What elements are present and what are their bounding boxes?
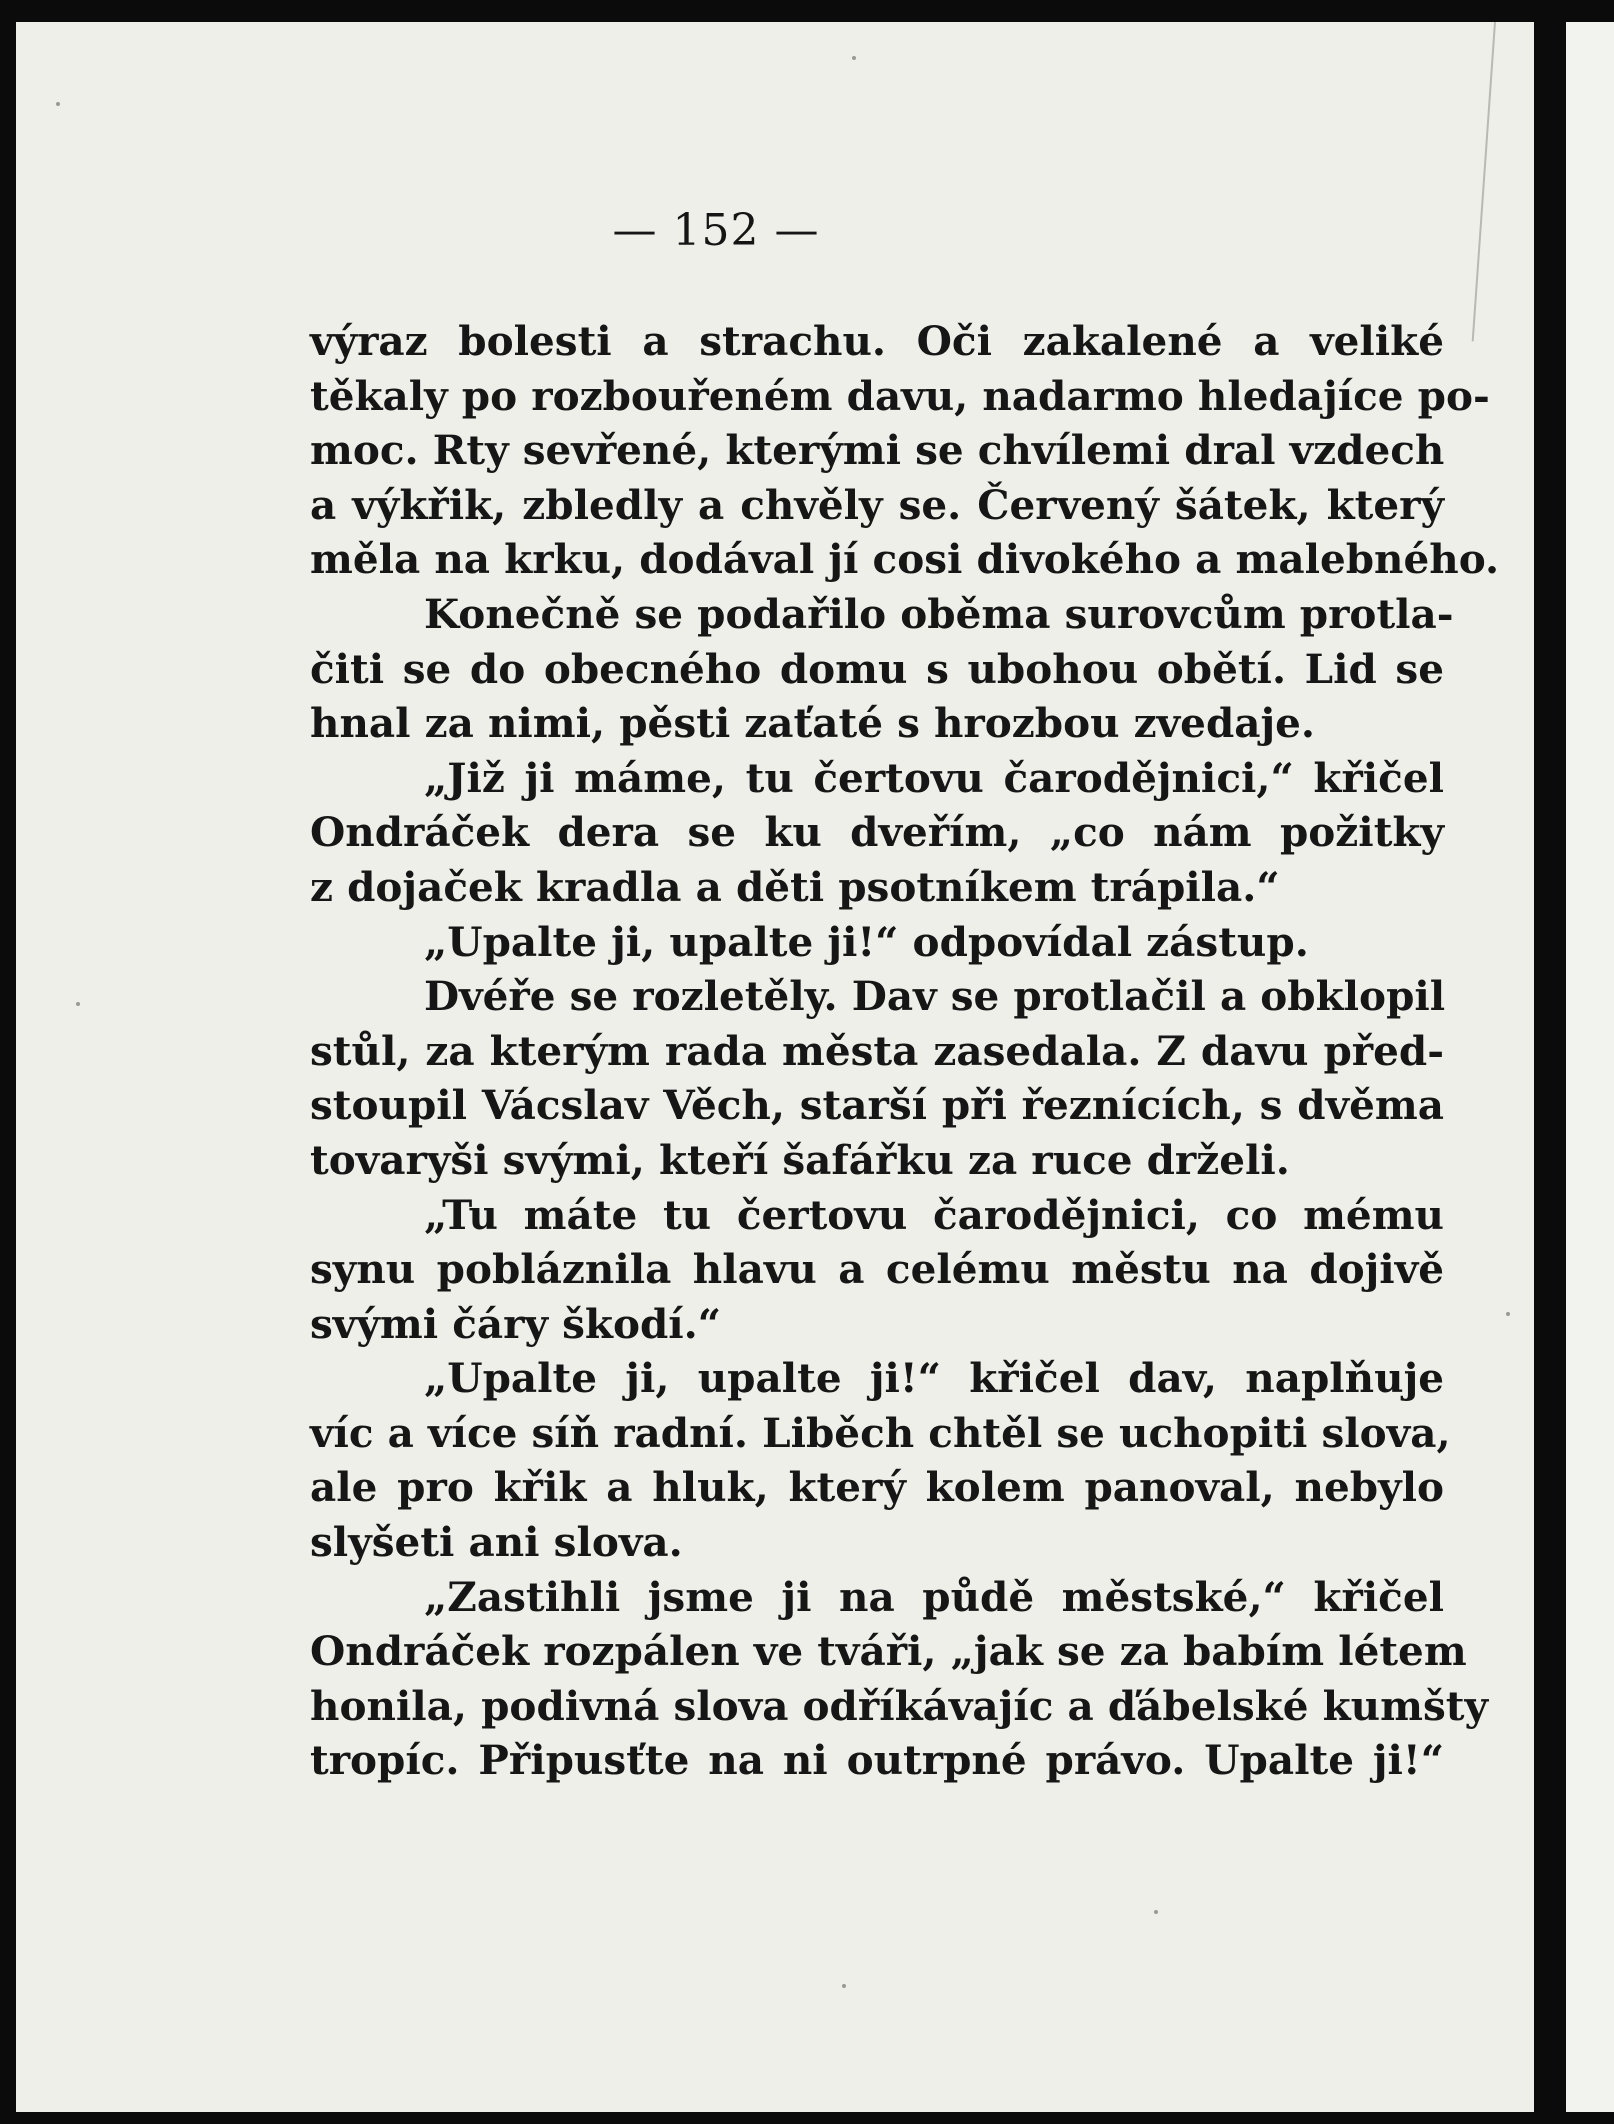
- text-line: svými čáry škodí.“: [310, 1299, 722, 1348]
- paper-speck: [56, 102, 60, 106]
- text-line: „Zastihli jsme ji na půdě městské,“ křičel: [424, 1572, 1444, 1621]
- text-line: a výkřik, zbledly a chvěly se. Červený šátek, který: [310, 480, 1444, 529]
- text-line: „Již ji máme, tu čertovu čarodějnici,“ křičel: [424, 753, 1444, 802]
- text-line: „Upalte ji, upalte ji!“ odpovídal zástup.: [424, 917, 1309, 966]
- text-line: Ondráček dera se ku dveřím, „co nám požitky: [310, 808, 1444, 857]
- text-line: Dvéře se rozletěly. Dav se protlačil a obklopil: [424, 972, 1446, 1021]
- text-line: hnal za nimi, pěsti zaťaté s hrozbou zvedaje.: [310, 699, 1316, 748]
- text-line: tropíc. Připusťte na ni outrpné právo. Upalte ji!“: [310, 1736, 1444, 1785]
- text-line: stoupil Vácslav Věch, starší při řeznících, s dvěma: [310, 1081, 1444, 1130]
- text-line: tovaryši svými, kteří šafářku za ruce drželi.: [310, 1135, 1290, 1184]
- page-number: — 152 —: [612, 205, 820, 256]
- body-text: [310, 314, 1500, 1788]
- text-line: víc a více síň radní. Liběch chtěl se uchopiti slova,: [310, 1408, 1451, 1457]
- paper-speck: [76, 1002, 80, 1006]
- paper-speck: [852, 56, 856, 60]
- text-line: moc. Rty sevřené, kterými se chvílemi dral vzdech: [310, 426, 1445, 475]
- text-line: slyšeti ani slova.: [310, 1518, 683, 1567]
- page-fold-line: [1472, 22, 1496, 341]
- text-line: Konečně se podařilo oběma surovcům protla-: [424, 589, 1454, 638]
- adjacent-page-edge: [1566, 22, 1614, 2112]
- paper-speck: [842, 1984, 846, 1988]
- text-line: „Upalte ji, upalte ji!“ křičel dav, naplňuje: [424, 1354, 1444, 1403]
- text-line: těkaly po rozbouřeném davu, nadarmo hledajíce po-: [310, 371, 1490, 420]
- text-line: stůl, za kterým rada města zasedala. Z davu před-: [310, 1026, 1444, 1075]
- text-line: z dojaček kradla a děti psotníkem trápila.“: [310, 862, 1280, 911]
- text-line: čiti se do obecného domu s ubohou obětí. Lid se: [310, 644, 1444, 693]
- book-page: [16, 22, 1534, 2112]
- text-line: Ondráček rozpálen ve tváři, „jak se za babím létem: [310, 1627, 1467, 1676]
- paper-speck: [1154, 1910, 1158, 1914]
- text-line: synu pobláznila hlavu a celému městu na dojivě: [310, 1245, 1444, 1294]
- text-line: ale pro křik a hluk, který kolem panoval, nebylo: [310, 1463, 1444, 1512]
- text-line: měla na krku, dodával jí cosi divokého a malebného.: [310, 535, 1500, 584]
- text-line: „Tu máte tu čertovu čarodějnici, co mému: [424, 1190, 1444, 1239]
- text-line: výraz bolesti a strachu. Oči zakalené a veliké: [310, 317, 1444, 365]
- text-line: honila, podivná slova odříkávajíc a ďábelské kumšty: [310, 1681, 1488, 1730]
- paper-speck: [1506, 1312, 1510, 1316]
